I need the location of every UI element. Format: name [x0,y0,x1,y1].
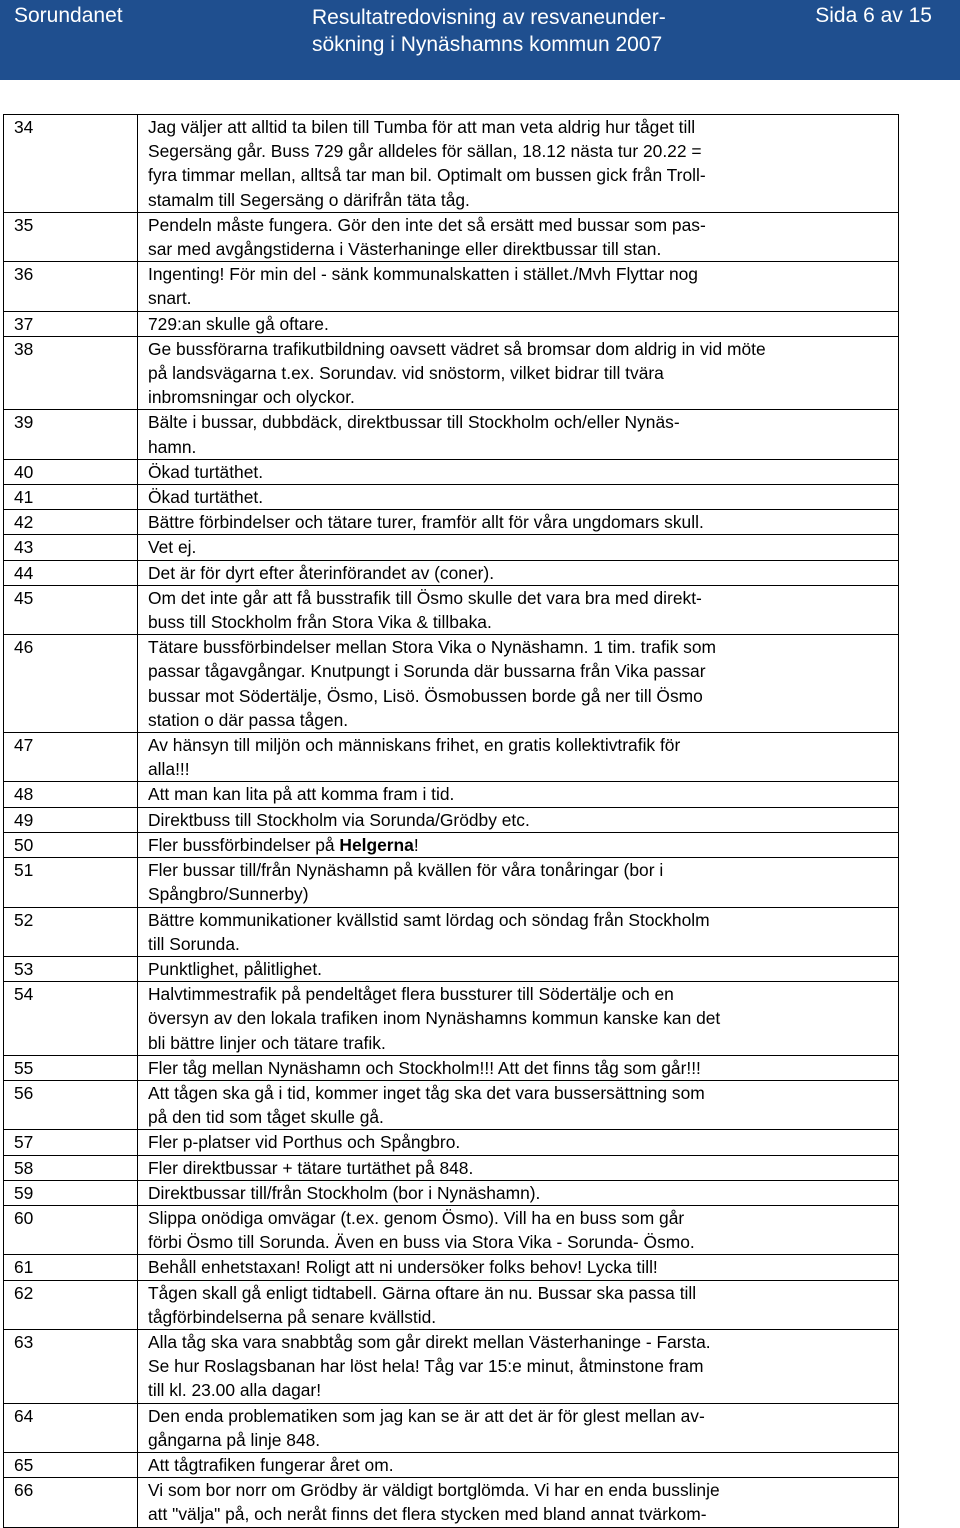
response-text-line: buss till Stockholm från Stora Vika & tillbaka. [148,612,492,633]
response-text [138,1255,899,1280]
table-row [4,510,899,535]
table-row [4,212,899,261]
response-text-line: Se hur Roslagsbanan har löst hela! Tåg var 15:e minut, åtminstone fram [148,1356,704,1377]
response-text [138,1080,899,1129]
response-number: 48 [4,782,138,807]
response-text-line: Bättre förbindelser och tätare turer, framför allt för våra ungdomars skull. [148,512,704,533]
response-text-line: Alla tåg ska vara snabbtåg som går direkt mellan Västerhaninge - Farsta. [148,1331,711,1352]
response-text-line: Det är för dyrt efter återinförandet av (coner). [148,562,495,583]
response-number: 57 [4,1130,138,1155]
response-number: 50 [4,832,138,857]
response-text-line: till kl. 23.00 alla dagar! [148,1380,322,1401]
table-row [4,807,899,832]
response-number: 41 [4,485,138,510]
response-number: 59 [4,1180,138,1205]
response-text [138,832,899,857]
response-text-line: bli bättre linjer och tätare trafik. [148,1032,386,1053]
emphasized-word: Helgerna [339,834,414,855]
response-text-line: Ge bussförarna trafikutbildning oavsett vädret så bromsar dom aldrig in vid möte [148,338,766,359]
response-number: 64 [4,1403,138,1452]
header-site-name: Sorundanet [14,4,123,27]
response-text-line: station o där passa tågen. [148,709,349,730]
table-row [4,1478,899,1527]
response-text-line: Bälte i bussar, dubbdäck, direktbussar till Stockholm och/eller Nynäs- [148,412,680,433]
response-text [138,535,899,560]
response-text-line: Av hänsyn till miljön och människans frihet, en gratis kollektivtrafik för [148,735,681,756]
response-text-line: Att man kan lita på att komma fram i tid. [148,784,455,805]
response-number: 35 [4,212,138,261]
response-text-line: gångarna på linje 848. [148,1429,321,1450]
table-row [4,485,899,510]
response-text-line: inbromsningar och olyckor. [148,387,355,408]
table-row [4,1329,899,1403]
table-row [4,535,899,560]
table-row [4,1055,899,1080]
response-number: 45 [4,585,138,634]
response-text [138,807,899,832]
table-row [4,782,899,807]
response-number: 58 [4,1155,138,1180]
response-text-line: alla!!! [148,759,190,780]
table-row [4,115,899,213]
response-number: 62 [4,1280,138,1329]
response-number: 56 [4,1080,138,1129]
response-text [138,510,899,535]
table-row [4,262,899,311]
response-text [138,1403,899,1452]
table-row [4,1155,899,1180]
table-row [4,410,899,459]
table-row [4,907,899,956]
response-text-line: Tågen skall gå enligt tidtabell. Gärna oftare än nu. Bussar ska passa till [148,1282,697,1303]
response-number: 44 [4,560,138,585]
table-row [4,459,899,484]
response-number: 37 [4,311,138,336]
response-number: 49 [4,807,138,832]
response-text-line: Ökad turtäthet. [148,487,264,508]
response-text [138,982,899,1056]
header-title-line-1: Resultatredovisning av resvaneunder- [312,6,666,29]
response-text [138,212,899,261]
header-title-line-2: sökning i Nynäshamns kommun 2007 [312,33,663,56]
table-row [4,832,899,857]
response-text [138,115,899,213]
response-text-line: Pendeln måste fungera. Gör den inte det så ersätt med bussar som pas- [148,214,706,235]
response-text-line: Punktlighet, pålitlighet. [148,958,323,979]
response-text [138,410,899,459]
responses-table-body [4,115,899,1528]
table-row [4,311,899,336]
response-text [138,782,899,807]
response-text-line: översyn av den lokala trafiken inom Nynäshamns kommun kanske kan det [148,1008,721,1029]
response-number: 43 [4,535,138,560]
response-text-line: på den tid som tåget skulle gå. [148,1107,384,1128]
header-page-number: Sida 6 av 15 [815,4,932,27]
response-text-line: Fler bussar till/från Nynäshamn på kvällen för våra tonåringar (bor i [148,860,664,881]
response-number: 38 [4,336,138,410]
response-text [138,336,899,410]
response-number: 65 [4,1452,138,1477]
response-text [138,1180,899,1205]
response-number: 61 [4,1255,138,1280]
response-text-line: Ökad turtäthet. [148,461,264,482]
response-text-line: Spångbro/Sunnerby) [148,884,309,905]
table-row [4,585,899,634]
response-text-line: förbi Ösmo till Sorunda. Även en buss via Stora Vika - Sorunda- Ösmo. [148,1232,695,1253]
table-row [4,956,899,981]
table-row [4,1205,899,1254]
response-text [138,485,899,510]
table-row [4,1130,899,1155]
response-text [138,1280,899,1329]
response-text-line: Direktbuss till Stockholm via Sorunda/Grödby etc. [148,809,530,830]
table-row [4,858,899,907]
response-number: 36 [4,262,138,311]
response-text [138,585,899,634]
response-text-line: Segersäng går. Buss 729 går alldeles för sällan, 18.12 nästa tur 20.22 = [148,141,702,162]
response-text-line: stamalm till Segersäng o därifrån täta tåg. [148,189,470,210]
response-number: 53 [4,956,138,981]
response-text [138,858,899,907]
response-text [138,1329,899,1403]
response-number: 39 [4,410,138,459]
response-number: 55 [4,1055,138,1080]
response-text-line: Att tågen ska gå i tid, kommer inget tåg ska det vara bussersättning som [148,1082,705,1103]
response-text-line: passar tågavgångar. Knutpungt i Sorunda där bussarna från Vika passar [148,661,706,682]
response-text-line: Att tågtrafiken fungerar året om. [148,1454,394,1475]
response-text-line: Fler bussförbindelser på Helgerna! [148,834,419,855]
response-text [138,1205,899,1254]
response-text-line: snart. [148,288,192,309]
response-text [138,1155,899,1180]
response-text-line: 729:an skulle gå oftare. [148,313,329,334]
response-text-line: Behåll enhetstaxan! Roligt att ni undersöker folks behov! Lycka till! [148,1257,658,1278]
response-text-line: Fler direktbussar + tätare turtäthet på 848. [148,1157,474,1178]
table-row [4,733,899,782]
response-text-line: Vet ej. [148,537,197,558]
response-number: 52 [4,907,138,956]
response-text-line: sar med avgångstiderna i Västerhaninge eller direktbussar till stan. [148,239,662,260]
response-number: 63 [4,1329,138,1403]
response-text-line: Fler p-platser vid Porthus och Spångbro. [148,1132,461,1153]
response-text-line: till Sorunda. [148,933,240,954]
response-text [138,262,899,311]
response-text-line: på landsvägarna t.ex. Sorundav. vid snöstorm, vilket bidrar till tvära [148,363,664,384]
response-text [138,1055,899,1080]
response-text-line: Den enda problematiken som jag kan se är att det är för glest mellan av- [148,1405,705,1426]
response-text-line: Tätare bussförbindelser mellan Stora Vika o Nynäshamn. 1 tim. trafik som [148,637,717,658]
table-row [4,1280,899,1329]
response-text-line: Bättre kommunikationer kvällstid samt lördag och söndag från Stockholm [148,909,710,930]
table-row [4,635,899,733]
response-text-line: att "välja" på, och neråt finns det flera stycken med bland annat tvärkom- [148,1504,707,1525]
response-number: 54 [4,982,138,1056]
table-row [4,1080,899,1129]
response-text [138,635,899,733]
response-text [138,956,899,981]
response-number: 46 [4,635,138,733]
response-text [138,459,899,484]
response-text-line: Direktbussar till/från Stockholm (bor i Nynäshamn). [148,1182,541,1203]
response-number: 34 [4,115,138,213]
response-text [138,1478,899,1527]
response-text-line: tågförbindelserna på senare kvällstid. [148,1306,437,1327]
table-row [4,1180,899,1205]
table-row [4,336,899,410]
response-text [138,733,899,782]
response-text [138,1452,899,1477]
response-number: 42 [4,510,138,535]
response-text-line: Jag väljer att alltid ta bilen till Tumba för att man veta aldrig hur tåget till [148,117,696,137]
response-number: 60 [4,1205,138,1254]
response-text-line: hamn. [148,436,197,457]
header-document-title [312,4,732,58]
table-row [4,1452,899,1477]
response-number: 51 [4,858,138,907]
response-text-line: Fler tåg mellan Nynäshamn och Stockholm!!! Att det finns tåg som går!!! [148,1057,701,1078]
response-text-line: Halvtimmestrafik på pendeltåget flera bussturer till Södertälje och en [148,984,674,1005]
response-text [138,311,899,336]
response-text [138,907,899,956]
response-text-line: Ingenting! För min del - sänk kommunalskatten i stället./Mvh Flyttar nog [148,264,698,285]
response-number: 66 [4,1478,138,1527]
responses-table [3,114,899,1528]
response-text [138,560,899,585]
response-text-line: bussar mot Södertälje, Ösmo, Lisö. Ösmobussen borde gå ner till Ösmo [148,685,703,706]
table-row [4,560,899,585]
response-text-line: Vi som bor norr om Grödby är väldigt bortglömda. Vi har en enda busslinje [148,1480,720,1501]
response-number: 40 [4,459,138,484]
table-row [4,982,899,1056]
table-row [4,1255,899,1280]
page-header [0,0,960,80]
response-text-line: Slippa onödiga omvägar (t.ex. genom Ösmo). Vill ha en buss som går [148,1207,685,1228]
response-text-line: Om det inte går att få busstrafik till Ösmo skulle det vara bra med direkt- [148,587,702,608]
response-number: 47 [4,733,138,782]
table-row [4,1403,899,1452]
response-text [138,1130,899,1155]
response-text-line: fyra timmar mellan, alltså tar man bil. Optimalt om bussen gick från Troll- [148,165,706,186]
